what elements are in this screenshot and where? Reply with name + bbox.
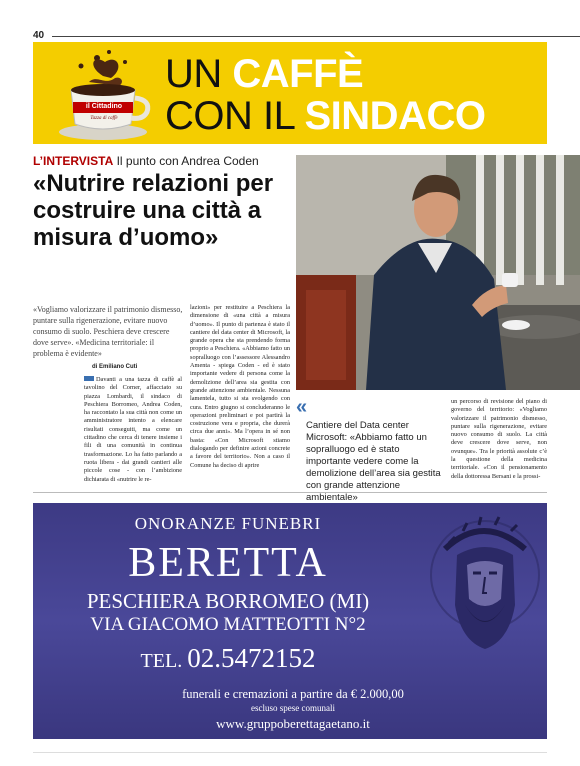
section-divider	[33, 492, 547, 493]
byline: di Emiliano Cuti	[92, 364, 138, 370]
pull-quote: Cantiere del Data center Microsoft: «Abbiamo fatto un sopralluogo ed è stato importante vedere come la demolizione dell’area sia gestita con grande attenzione ambientale»	[306, 420, 441, 503]
cup-brand: il Cittadino	[85, 103, 123, 110]
body-column-3: un percorso di revisione del piano di governo del territorio: «Vogliamo valorizzare il patrimonio dismesso, puntare sulla rigenerazione, evitare nuovo consumo di suolo. La città deve crescere dove serve, non ovunque». Tra le priorità assolute c’è la questione della medicina territoriale. «Con il pensionamento della dottoressa Bersani e la prossi-	[451, 398, 547, 480]
coffee-cup-icon	[47, 46, 165, 142]
article-headline: «Nutrire relazioni per costruire una città a misura d’uomo»	[33, 170, 274, 251]
ad-city: PESCHIERA BORROMEO (MI)	[86, 589, 370, 613]
section-banner	[33, 42, 547, 144]
funeral-advertisement	[33, 503, 547, 739]
banner-line-1: UN CAFFÈ	[165, 52, 364, 96]
ad-website[interactable]: www.gruppoberettagaetano.it	[216, 716, 370, 731]
christ-face-icon	[423, 509, 543, 659]
cup-tagline: Tazza di caffè	[90, 116, 118, 121]
interview-photo	[296, 155, 580, 390]
quote-mark-icon: «	[296, 396, 308, 418]
bottom-rule	[33, 752, 547, 753]
article-lead: «Vogliamo valorizzare il patrimonio dismesso, puntare sulla rigenerazione, evitare nuovo consumo di suolo. Peschiera deve crescere dove serve». «Medicina territoriale: il problema è evidente»	[33, 305, 183, 358]
ad-business-name: BERETTA	[128, 540, 328, 586]
top-rule	[52, 36, 580, 37]
body-column-2: lazioni» per restituire a Peschiera la dimensione di «una città a misura d’uomo». Il punto di partenza è stato il cantiere del data center di Microsoft, la grande opera che sta prendendo forma proprio a Peschiera. «Abbiamo fatto un sopralluogo con l’assessore Alessandro Amenta - spiega Coden - ed è stato importante vedere di persona come la demolizione dell’area sia gestita con grande attenzione ambientale. Nessuna lamentela, tutto si sta svolgendo con cura. Entro giugno si concluderanno le operazioni preliminari e poi partirà la costruzione vera e propria, che durerà circa due anni». Ma l’opera in sé non basta: «Con Microsoft stiamo dialogando per definire azioni concrete a favore del territorio». Non a caso il Comune ha deciso di aprire	[190, 304, 290, 469]
ad-price-note: escluso spese comunali	[251, 703, 335, 713]
banner-line-2: CON IL SINDACO	[165, 94, 486, 138]
ad-price-line: funerali e cremazioni a partire da € 2.000,00	[182, 687, 404, 701]
page-number: 40	[33, 30, 45, 41]
article-kicker: L’INTERVISTA Il punto con Andrea Coden	[33, 154, 259, 168]
ad-address: VIA GIACOMO MATTEOTTI N°2	[90, 614, 366, 635]
body-column-1: Davanti a una tazza di caffè al tavolino del Corner, affacciato su piazza Lombardi, il sindaco di Peschiera Borromeo, Andrea Coden, ha raccontato la sua città non come un amministratore intento a elencare risultati conseguiti, ma come un cittadino che cerca di tenere insieme i fili di una comunità in continua trasformazione. Lo ha fatto parlando a ruota libera - dai grandi cantieri alle piccole cose - con l’ambizione dichiarata di «nutrire le re-	[84, 376, 182, 483]
ad-line-1: ONORANZE FUNEBRI	[134, 514, 322, 533]
ad-phone: TEL. 02.5472152	[140, 643, 316, 673]
